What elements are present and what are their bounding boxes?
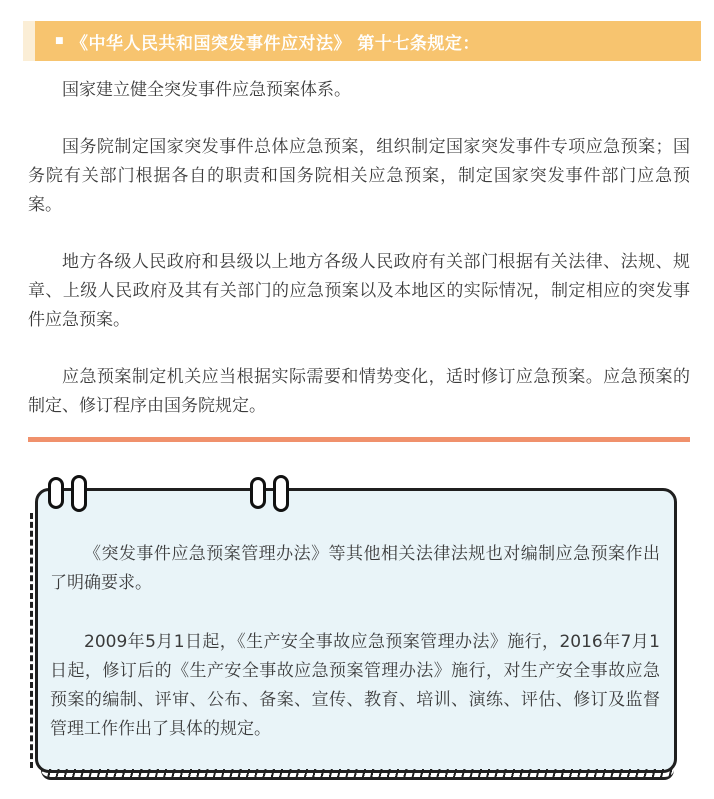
section-header [23,21,701,61]
article-paragraph: 应急预案制定机关应当根据实际需要和情势变化，适时修订应急预案。应急预案的制定、修订程序由国务院规定。 [28,367,690,416]
binder-rings-icon [48,477,87,512]
square-bullet-icon: ■ [55,35,65,46]
ring-icon [71,475,87,512]
header-bar [35,21,701,61]
ring-icon [48,477,64,509]
article-paragraph: 国务院制定国家突发事件总体应急预案，组织制定国家突发事件专项应急预案；国务院有关部门根据各自的职责和国务院相关应急预案，制定国家突发事件部门应急预案。 [28,137,690,215]
note-paragraph: 2009年5月1日起，《生产安全事故应急预案管理办法》施行，2016年7月1日起，修订后的《生产安全事故应急预案管理办法》施行，对生产安全事故应急预案的编制、评审、公布、备案、宣传、教育、培训、演练、评估、修订及监督管理工作作出了具体的规定。 [50,632,660,739]
article-paragraph: 国家建立健全突发事件应急预案体系。 [62,80,351,100]
article-paragraph: 地方各级人民政府和县级以上地方各级人民政府有关部门根据有关法律、法规、规章、上级人民政府及其有关部门的应急预案以及本地区的实际情况，制定相应的突发事件应急预案。 [28,252,690,330]
note-paragraph: 《突发事件应急预案管理办法》等其他相关法律法规也对编制应急预案作出了明确要求。 [50,544,660,593]
header-accent-stripe [23,21,35,61]
ring-icon [273,475,289,512]
binder-rings-icon [250,477,289,512]
ring-icon [250,477,266,509]
section-title: 《中华人民共和国突发事件应对法》 第十七条规定： [71,33,480,54]
law-article-body [28,76,690,421]
notebook-card [35,488,677,773]
section-divider [28,437,690,442]
